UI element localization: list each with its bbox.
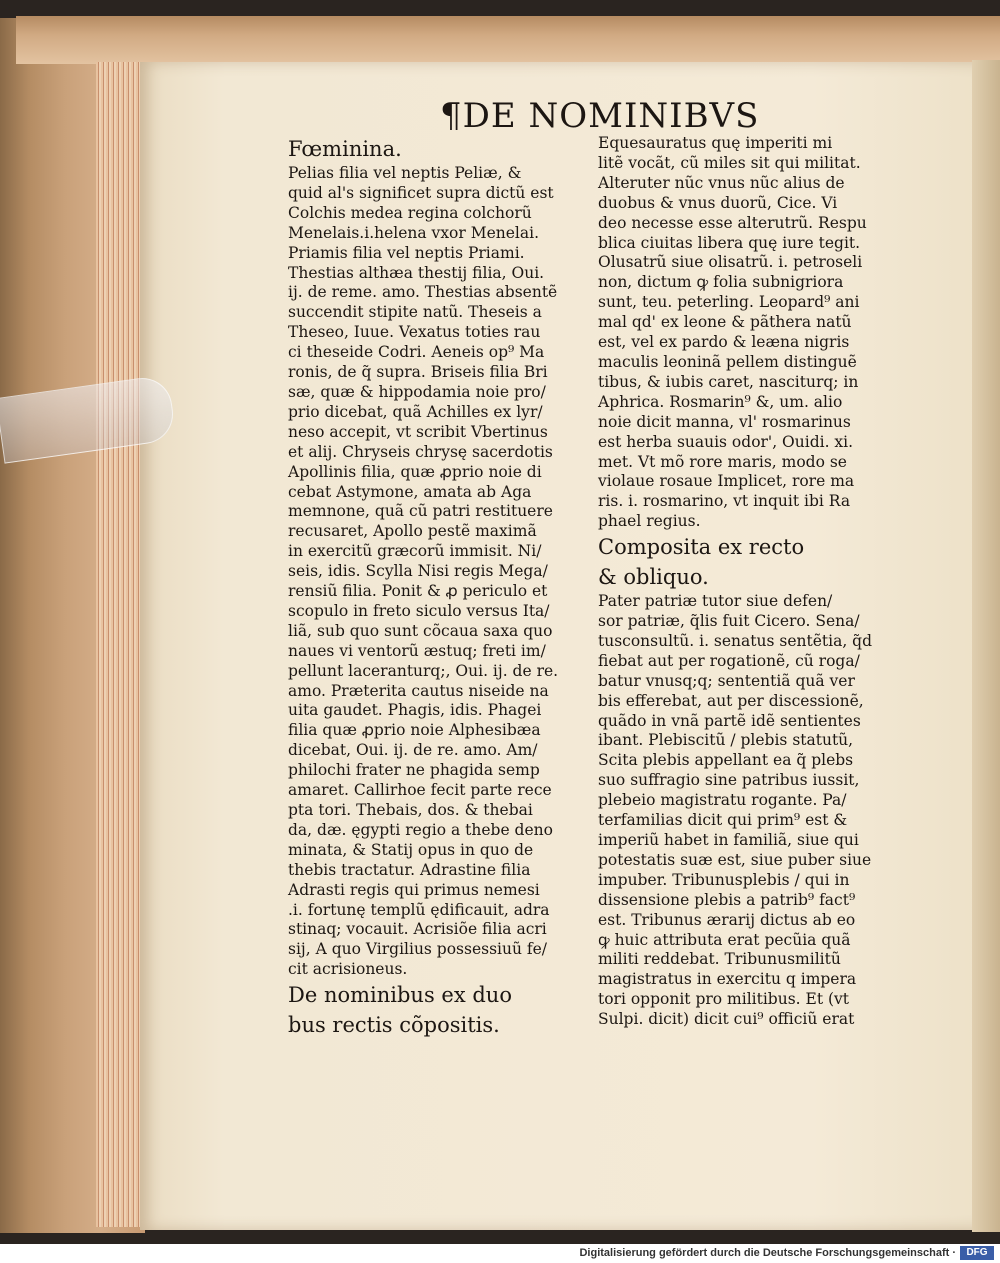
text-line: philochi frater ne phagida semp [288,761,540,780]
text-line: Alteruter nũc vnus nũc alius de [598,173,845,192]
text-line: ris. i. rosmarino, vt inquit ibi Ra [598,492,851,511]
text-line: uita gaudet. Phagis, idis. Phagei [288,701,542,720]
text-line: maculis leoninã pellem distinguẽ [598,352,857,371]
section-heading: De nominibus ex duo [288,983,512,1008]
text-line: et alij. Chryseis chrysę sacerdotis [288,442,553,461]
text-line: da, dæ. ęgypti regio a thebe deno [288,820,553,839]
footer-text: Digitalisierung gefördert durch die Deutsche Forschungsgemeinschaft · [579,1247,956,1259]
text-line: Equesauratus quę imperiti mi [598,134,833,152]
text-line: tori opponit pro militibus. Et (vt [598,990,850,1009]
text-line: Thestias althæa thestij filia, Oui. [288,263,545,282]
text-line: pellunt laceranturq;, Oui. ij. de re. [288,661,559,680]
text-line: Olusatrũ siue olisatrũ. i. petroseli [598,253,863,272]
text-line: impuber. Tribunusplebis / qui in [598,870,850,889]
text-line: batur vnusq;q; sententiã quã ver [598,671,855,690]
text-line: prio dicebat, quã Achilles ex lyr/ [288,402,543,421]
text-line: dissensione plebis a patrib⁹ fact⁹ [598,890,856,909]
text-line: Apollinis filia, quæ ꝓprio noie di [288,462,542,481]
text-line: plebeio magistratu rogante. Pa/ [598,791,847,810]
text-line: met. Vt mõ rore maris, modo se [598,452,847,471]
right-column [598,134,888,1030]
text-line: phael regius. [598,512,701,531]
text-line: Sulpi. dicit) dicit cui⁹ officiũ erat [598,1010,855,1029]
text-line: non, dictum ꝙ folia subnigriora [598,273,844,292]
text-line: ij. de reme. amo. Thestias absentẽ [288,283,558,302]
left-column [288,134,584,1040]
text-line: duobus & vnus duorũ, Cice. Vi [598,193,838,212]
text-line: est. Tribunus ærarij dictus ab eo [598,910,856,929]
text-line: seis, idis. Scylla Nisi regis Mega/ [288,562,548,581]
text-line: neso accepit, vt scribit Vbertinus [288,422,548,441]
section-heading: & obliquo. [598,565,709,590]
text-line: deo necesse esse alterutrũ. Respu [598,213,867,232]
text-line: filia quæ ꝓprio noie Alphesibæa [288,721,541,740]
text-line: rensiũ filia. Ponit & ꝓ periculo et [288,582,548,601]
text-line: Pelias filia vel neptis Peliæ, & [288,164,522,182]
text-line: memnone, quã cũ patri restituere [288,502,553,521]
text-line: sunt, teu. peterling. Leopard⁹ ani [598,293,860,312]
text-line: Theseo, Iuue. Vexatus toties rau [288,323,541,342]
text-line: est, vel ex pardo & leæna nigris [598,333,850,352]
text-line: Scita plebis appellant ea q̃ plebs [598,751,854,770]
text-line: ronis, de q̃ supra. Briseis filia Bri [288,363,548,382]
text-line: recusaret, Apollo pestẽ maximã [288,522,537,541]
text-line: sæ, quæ & hippodamia noie pro/ [288,382,546,401]
text-line: amaret. Callirhoe fecit parte rece [288,781,552,800]
text-line: magistratus in exercitu q impera [598,970,857,989]
text-line: fiebat aut per rogationẽ, cũ roga/ [598,651,860,670]
text-line: Priamis filia vel neptis Priami. [288,243,525,262]
page-header [440,96,759,136]
text-line: pta tori. Thebais, dos. & thebai [288,801,533,819]
text-line: est herba suauis odor', Ouidi. xi. [598,432,854,451]
section-heading: bus rectis cõpositis. [288,1013,500,1038]
section-heading: Fœminina. [288,137,402,161]
text-line: blica ciuitas libera quę iure tegit. [598,233,861,252]
text-line: bis efferebat, aut per discessionẽ, [598,691,864,710]
text-line: ꝙ huic attributa erat pecũia quã [598,930,851,949]
text-line: Menelais.i.helena vxor Menelai. [288,223,540,242]
text-line: dicebat, Oui. ij. de re. amo. Am/ [288,741,538,760]
text-line: suo suffragio sine patribus iussit, [598,771,860,790]
text-line: litẽ vocãt, cũ miles sit qui militat. [598,153,861,172]
dfg-logo: DFG [960,1246,994,1260]
text-line: potestatis suæ est, siue puber siue [598,850,872,869]
text-line: cit acrisioneus. [288,960,408,979]
paragraph-mark-icon: ¶ [440,96,463,136]
text-line: Adrasti regis qui primus nemesi [288,880,540,899]
text-line: tibus, & iubis caret, nasciturq; in [598,372,859,391]
text-line: sor patriæ, q̃lis fuit Cicero. Sena/ [598,612,860,631]
text-line: Colchis medea regina colchorũ [288,203,532,222]
text-line: tusconsultũ. i. senatus sentẽtia, q̃d [598,631,873,650]
text-line: succendit stipite natũ. Theseis a [288,303,542,322]
text-line: sij, A quo Virgilius possessiuũ fe/ [288,940,548,959]
text-line: militi reddebat. Tribunusmilitũ [598,950,841,969]
text-line: Aphrica. Rosmarin⁹ &, um. alio [598,392,843,411]
text-line: cebat Astymone, amata ab Aga [288,482,532,501]
text-line: imperiũ habet in familiã, siue qui [598,831,859,849]
text-line: Pater patriæ tutor siue defen/ [598,592,833,611]
text-line: quid al's significet supra dictũ est [288,183,554,202]
text-line: mal qd' ex leone & pãthera natũ [598,313,852,332]
text-line: quãdo in vnã partẽ idẽ sentientes [598,711,861,730]
text-line: thebis tractatur. Adrastine filia [288,860,531,879]
text-line: ibant. Plebiscitũ / plebis statutũ, [598,731,854,750]
header-title: DE NOMINIBVS [462,96,760,136]
text-line: naues vi ventorũ æstuq; freti im/ [288,641,546,660]
text-line: ci theseide Codri. Aeneis op⁹ Ma [288,343,545,362]
text-line: amo. Præterita cautus niseide na [288,681,549,700]
text-line: stinaq; vocauit. Acrisiõe filia acri [288,920,547,939]
text-line: noie dicit manna, vl' rosmarinus [598,412,851,431]
right-page-edge [972,60,1000,1232]
top-edge [16,16,1000,64]
text-line: terfamilias dicit qui prim⁹ est & [598,811,848,830]
text-line: violaue rosaue Implicet, rore ma [598,472,855,491]
text-line: liã, sub quo sunt cõcaua saxa quo [288,621,553,640]
text-line: in exercitũ græcorũ immisit. Ni/ [288,542,542,561]
text-line: minata, & Statij opus in quo de [288,840,534,859]
text-line: .i. fortunę templũ ędificauit, adra [288,900,550,919]
section-heading: Composita ex recto [598,535,805,560]
text-line: scopulo in freto siculo versus Ita/ [288,601,550,620]
